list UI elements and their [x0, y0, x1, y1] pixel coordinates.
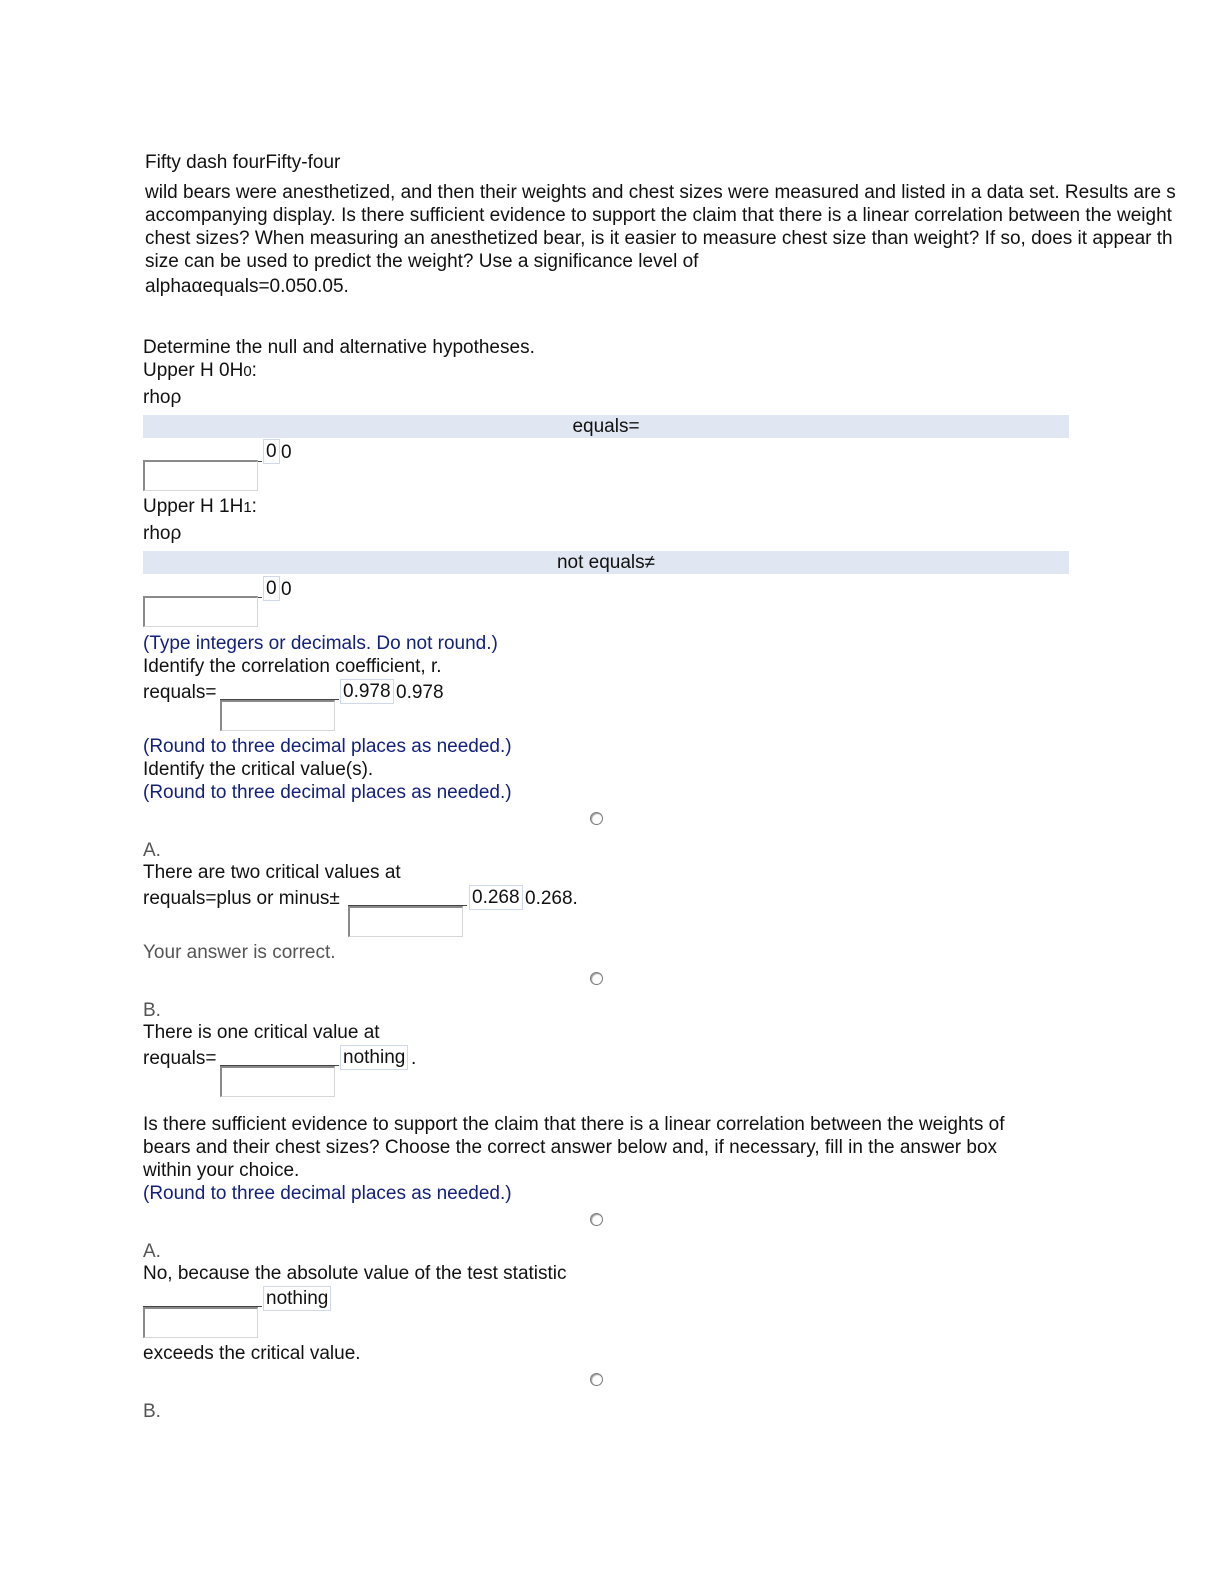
- h1-answer-value: 0: [263, 576, 280, 601]
- critical-option-a-radio[interactable]: [590, 812, 603, 825]
- conclusion-option-b-radio[interactable]: [590, 1373, 603, 1386]
- correlation-hint: (Round to three decimal places as needed.): [143, 736, 512, 757]
- h0-subscript: 0: [243, 363, 252, 380]
- h0-answer-value: 0: [263, 439, 280, 464]
- critical-option-b-input[interactable]: [220, 1066, 335, 1097]
- h0-parameter: rhoρ: [143, 387, 182, 408]
- h0-label: [143, 359, 257, 383]
- critical-option-b-text: There is one critical value at: [143, 1022, 380, 1043]
- critical-option-a-input[interactable]: [348, 906, 463, 937]
- critical-option-b-radio[interactable]: [590, 972, 603, 985]
- h0-colon: :: [251, 360, 257, 381]
- problem-count: Fifty dash fourFifty-four: [145, 152, 341, 173]
- h0-answer-input[interactable]: [143, 460, 258, 491]
- critical-option-a-answer-value: 0.268: [469, 885, 523, 910]
- h0-operator-select[interactable]: equals=: [143, 415, 1069, 438]
- problem-line: accompanying display. Is there sufficient evidence to support the claim that there is a linear correlation between the weight: [145, 205, 1172, 226]
- conclusion-option-a-radio[interactable]: [590, 1213, 603, 1226]
- correlation-instruction: Identify the correlation coefficient, r.: [143, 656, 442, 677]
- alpha-text: alphaαequals=0.050.05.: [145, 276, 349, 297]
- problem-line: size can be used to predict the weight? Use a significance level of: [145, 251, 699, 272]
- conclusion-line: Is there sufficient evidence to support the claim that there is a linear correlation between the weights of: [143, 1114, 1005, 1135]
- conclusion-question: [143, 1113, 1222, 1182]
- critical-option-b-suffix: .: [411, 1048, 417, 1069]
- h1-label-text: Upper H 1H: [143, 496, 244, 517]
- conclusion-line: within your choice.: [143, 1160, 300, 1181]
- h1-colon: :: [251, 496, 257, 517]
- conclusion-hint: (Round to three decimal places as needed.): [143, 1183, 512, 1204]
- problem-text: [145, 181, 1224, 273]
- conclusion-line: bears and their chest sizes? Choose the correct answer below and, if necessary, fill in the answer box: [143, 1137, 998, 1158]
- conclusion-option-a-text-end: exceeds the critical value.: [143, 1343, 361, 1364]
- h1-answer-echo: 0: [281, 579, 292, 600]
- h0-label-text: Upper H 0H: [143, 360, 244, 381]
- conclusion-option-b-letter: B.: [143, 1401, 161, 1422]
- correlation-prefix: requals=: [143, 682, 217, 703]
- hypotheses-hint: (Type integers or decimals. Do not round.): [143, 633, 498, 654]
- conclusion-option-a-answer-value: nothing: [263, 1286, 331, 1311]
- conclusion-option-a-input[interactable]: [143, 1307, 258, 1338]
- critical-option-a-prefix: requals=plus or minus±: [143, 888, 340, 909]
- critical-option-a-letter: A.: [143, 840, 161, 861]
- critical-instruction: Identify the critical value(s).: [143, 759, 374, 780]
- h1-answer-input[interactable]: [143, 596, 258, 627]
- h1-subscript: 1: [243, 499, 252, 516]
- critical-hint: (Round to three decimal places as needed.): [143, 782, 512, 803]
- conclusion-option-a-text: No, because the absolute value of the test statistic: [143, 1263, 567, 1284]
- hypotheses-instruction: Determine the null and alternative hypotheses.: [143, 337, 535, 358]
- correlation-answer-value: 0.978: [340, 679, 394, 704]
- critical-option-b-letter: B.: [143, 1000, 161, 1021]
- critical-option-b-answer-value: nothing: [340, 1045, 408, 1070]
- h0-answer-echo: 0: [281, 442, 292, 463]
- correlation-input[interactable]: [220, 700, 335, 731]
- critical-option-a-text: There are two critical values at: [143, 862, 401, 883]
- critical-option-a-feedback: Your answer is correct.: [143, 942, 336, 963]
- critical-option-b-prefix: requals=: [143, 1048, 217, 1069]
- h1-parameter: rhoρ: [143, 523, 182, 544]
- h1-label: [143, 495, 257, 519]
- problem-line: chest sizes? When measuring an anesthetized bear, is it easier to measure chest size than weight? If so, does it appear th: [145, 228, 1173, 249]
- correlation-answer-echo: 0.978: [396, 682, 444, 703]
- h1-operator-select[interactable]: not equals≠: [143, 551, 1069, 574]
- critical-option-a-answer-echo: 0.268.: [525, 888, 578, 909]
- conclusion-option-a-letter: A.: [143, 1241, 161, 1262]
- problem-line: wild bears were anesthetized, and then their weights and chest sizes were measured and listed in a data set. Results are s: [145, 182, 1176, 203]
